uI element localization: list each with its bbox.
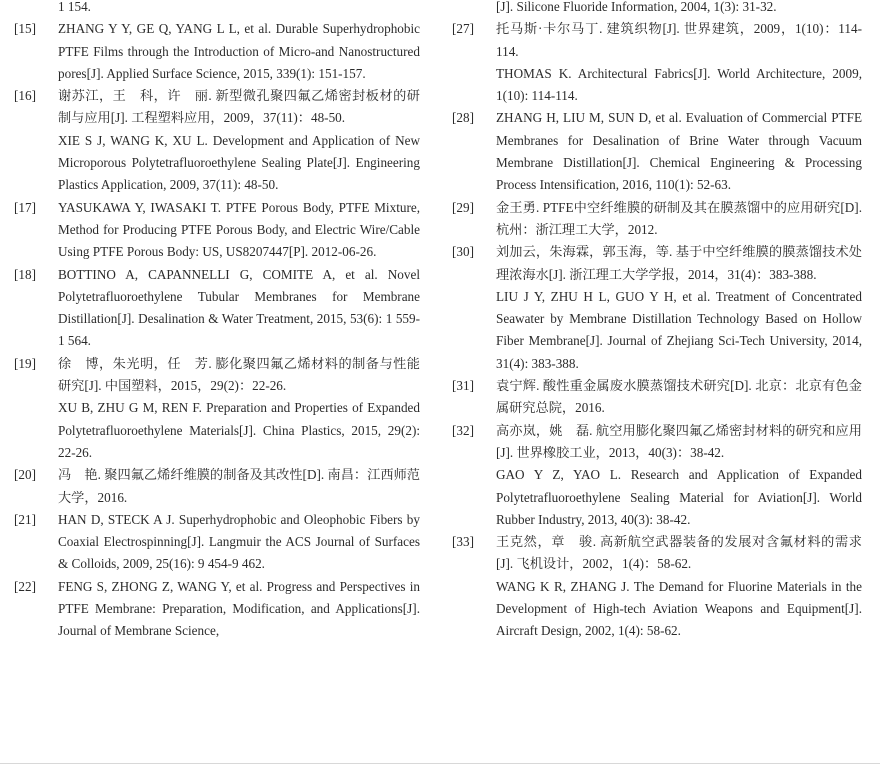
reference-number: [28]: [452, 110, 474, 126]
reference-number: [20]: [14, 467, 36, 483]
reference-number: [30]: [452, 244, 474, 260]
reference-text-chinese: 谢苏江，王 科，许 丽. 新型微孔聚四氟乙烯密封板材的研制与应用[J]. 工程塑料应用，2009，37(11)：48-50.: [58, 88, 420, 126]
reference-text-chinese: 托马斯·卡尔马丁. 建筑织物[J]. 世界建筑，2009，1(10)：114-114.: [496, 21, 862, 59]
reference-entry-16: [14, 85, 420, 196]
reference-entry-32: [452, 420, 862, 531]
reference-text-english: LIU J Y, ZHU H L, GUO Y H, et al. Treatment of Concentrated Seawater by Membrane Distillation Technology Based on Hollow Fiber Membrane[J]. Journal of Zhejiang Sci-Tech University, 2014, 31(4): 383-388.: [496, 288, 862, 371]
reference-text: 金王勇. PTFE中空纤维膜的研制及其在膜蒸馏中的应用研究[D]. 杭州：浙江理工大学，2012.: [496, 199, 862, 237]
reference-entry-17: [14, 197, 420, 264]
reference-number: [33]: [452, 534, 474, 550]
reference-text-chinese: 刘加云，朱海霖，郭玉海，等. 基于中空纤维膜的膜蒸馏技术处理浓海水[J]. 浙江理工大学学报，2014，31(4)：383-388.: [496, 244, 862, 282]
reference-number: [21]: [14, 511, 36, 527]
reference-entry-31: [452, 375, 862, 420]
reference-number: [31]: [452, 378, 474, 394]
reference-text: BOTTINO A, CAPANNELLI G, COMITE A, et al. Novel Polytetrafluoroethylene Tubular Membranes for Membrane Distillation[J]. Desalination & Water Treatment, 2015, 53(6): 1 559-1 564.: [58, 266, 420, 349]
reference-text: YASUKAWA Y, IWASAKI T. PTFE Porous Body, PTFE Mixture, Method for Producing PTFE Porous Body, and Electric Wire/Cable Using PTFE Porous Body: US, US8207447[P]. 2012-06-26.: [58, 199, 420, 260]
reference-entry-29: [452, 197, 862, 242]
page-bottom-rule: [0, 763, 880, 764]
reference-text-english: XIE S J, WANG K, XU L. Development and Application of New Microporous Polytetrafluoroethylene Sealing Plate[J]. Engineering Plastics Application, 2009, 37(11): 48-50.: [58, 132, 420, 193]
reference-text-chinese: 王克然，章 骏. 高新航空武器装备的发展对含氟材料的需求[J]. 飞机设计，2002，1(4)：58-62.: [496, 534, 862, 572]
reference-entry-18: [14, 264, 420, 353]
continued-reference-text: 1 154.: [58, 0, 91, 14]
reference-number: [32]: [452, 422, 474, 438]
reference-number: [17]: [14, 199, 36, 215]
reference-entry-27: [452, 18, 862, 107]
reference-entry-15: [14, 18, 420, 85]
reference-text: ZHANG Y Y, GE Q, YANG L L, et al. Durable Superhydrophobic PTFE Films through the Introduction of Micro-and Nanostructured pores[J]. Applied Surface Science, 2015, 339(1): 151-157.: [58, 21, 420, 81]
reference-text-english: XU B, ZHU G M, REN F. Preparation and Properties of Expanded Polytetrafluoroethylene Materials[J]. China Plastics, 2015, 29(2): 22-26.: [58, 400, 420, 460]
reference-number: [29]: [452, 199, 474, 215]
reference-text-english: THOMAS K. Architectural Fabrics[J]. World Architecture, 2009, 1(10): 114-114.: [496, 65, 862, 104]
reference-entry-28: [452, 107, 862, 196]
reference-text: 袁宁辉. 酸性重金属废水膜蒸馏技术研究[D]. 北京：北京有色金属研究总院，2016.: [496, 378, 862, 416]
reference-text-chinese: 徐 博，朱光明，任 芳. 膨化聚四氟乙烯材料的制备与性能研究[J]. 中国塑料，2015，29(2)：22-26.: [58, 355, 420, 394]
reference-text-english: WANG K R, ZHANG J. The Demand for Fluorine Materials in the Development of High-tech Aviation Weapons and Equipment[J]. Aircraft Design, 2002, 1(4): 58-62.: [496, 578, 862, 639]
reference-text: HAN D, STECK A J. Superhydrophobic and Oleophobic Fibers by Coaxial Electrospinning[J]. Langmuir the ACS Journal of Surfaces & Colloids, 2009, 25(16): 9 454-9 462.: [58, 511, 420, 572]
reference-number: [27]: [452, 21, 474, 37]
reference-entry-21: [14, 509, 420, 576]
reference-text: ZHANG H, LIU M, SUN D, et al. Evaluation of Commercial PTFE Membranes for Desalination of Brine Water through Vacuum Membrane Distillation[J]. Chemical Engineering & Processing Process Intensification, 2016, 110(1): 52-63.: [496, 110, 862, 193]
reference-column-left: [14, 0, 420, 643]
reference-column-right: [452, 0, 862, 643]
continued-reference-text: [J]. Silicone Fluoride Information, 2004, 1(3): 31-32.: [496, 0, 777, 14]
reference-number: [18]: [14, 266, 36, 282]
reference-number: [15]: [14, 21, 36, 37]
reference-number: [22]: [14, 578, 36, 594]
reference-number: [19]: [14, 355, 36, 371]
reference-text: FENG S, ZHONG Z, WANG Y, et al. Progress and Perspectives in PTFE Membrane: Preparation, Modification, and Applications[J]. Journal of Membrane Science,: [58, 578, 420, 639]
reference-text: 冯 艳. 聚四氟乙烯纤维膜的制备及其改性[D]. 南昌：江西师范大学，2016.: [58, 467, 420, 505]
reference-entry-19: [14, 353, 420, 464]
reference-entry-22: [14, 576, 420, 643]
reference-entry-30: [452, 241, 862, 375]
reference-number: [16]: [14, 88, 36, 104]
reference-entry-20: [14, 464, 420, 509]
reference-entry-33: [452, 531, 862, 642]
reference-text-chinese: 高亦岚，姚 磊. 航空用膨化聚四氟乙烯密封材料的研究和应用[J]. 世界橡胶工业，2013，40(3)：38-42.: [496, 422, 862, 460]
reference-text-english: GAO Y Z, YAO L. Research and Application of Expanded Polytetrafluoroethylene Sealing Material for Aviation[J]. World Rubber Industry, 2013, 40(3): 38-42.: [496, 467, 862, 527]
